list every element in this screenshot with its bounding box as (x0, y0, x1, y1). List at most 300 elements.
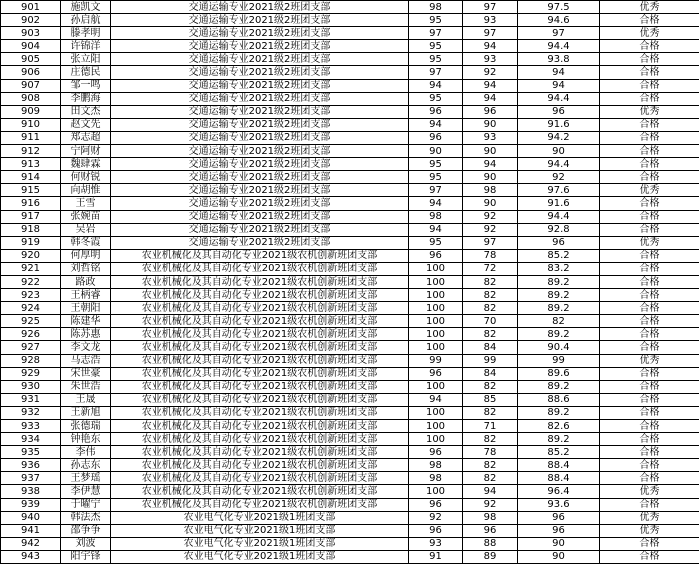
table-row (1, 485, 699, 498)
grade-cell: 优秀 (600, 184, 699, 197)
branch-cell: 交通运输专业2021级2班团支部 (111, 118, 409, 131)
branch-cell: 农业机械化及其自动化专业2021级农机创新班团支部 (111, 328, 409, 341)
score2-cell: 94 (463, 40, 518, 53)
score1-cell: 100 (409, 406, 463, 419)
table-row (1, 446, 699, 459)
score1-cell: 100 (409, 289, 463, 302)
branch-cell: 交通运输专业2021级2班团支部 (111, 53, 409, 66)
score2-cell: 92 (463, 498, 518, 511)
score1-cell: 100 (409, 328, 463, 341)
grade-cell: 合格 (600, 118, 699, 131)
branch-cell: 农业电气化专业2021级1班团支部 (111, 550, 409, 563)
row-number-cell: 921 (1, 262, 61, 275)
grade-cell: 优秀 (600, 524, 699, 537)
score2-cell: 93 (463, 14, 518, 27)
score1-cell: 100 (409, 315, 463, 328)
table-row (1, 367, 699, 380)
name-cell: 钟艳东 (61, 433, 111, 446)
branch-cell: 农业机械化及其自动化专业2021级农机创新班团支部 (111, 459, 409, 472)
table-row (1, 118, 699, 131)
branch-cell: 交通运输专业2021级2班团支部 (111, 92, 409, 105)
row-number-cell: 906 (1, 66, 61, 79)
score1-cell: 93 (409, 537, 463, 550)
score1-cell: 95 (409, 53, 463, 66)
score2-cell: 97 (463, 27, 518, 40)
table-body (1, 1, 699, 564)
name-cell: 韩冬霞 (61, 236, 111, 249)
grade-cell: 合格 (600, 171, 699, 184)
score2-cell: 98 (463, 511, 518, 524)
average-cell: 91.6 (518, 118, 600, 131)
name-cell: 向胡惟 (61, 184, 111, 197)
score2-cell: 94 (463, 485, 518, 498)
score1-cell: 100 (409, 302, 463, 315)
score1-cell: 98 (409, 1, 463, 14)
score2-cell: 85 (463, 393, 518, 406)
table-row (1, 131, 699, 144)
table-row (1, 223, 699, 236)
table-row (1, 354, 699, 367)
score1-cell: 100 (409, 420, 463, 433)
grade-cell: 合格 (600, 537, 699, 550)
score1-cell: 97 (409, 66, 463, 79)
name-cell: 陈苏惠 (61, 328, 111, 341)
table-row (1, 105, 699, 118)
table-row (1, 40, 699, 53)
row-number-cell: 913 (1, 158, 61, 171)
branch-cell: 交通运输专业2021级2班团支部 (111, 184, 409, 197)
branch-cell: 农业电气化专业2021级1班团支部 (111, 524, 409, 537)
score1-cell: 96 (409, 131, 463, 144)
average-cell: 94 (518, 79, 600, 92)
table-row (1, 275, 699, 288)
branch-cell: 农业机械化及其自动化专业2021级农机创新班团支部 (111, 485, 409, 498)
grade-cell: 合格 (600, 53, 699, 66)
branch-cell: 交通运输专业2021级2班团支部 (111, 79, 409, 92)
row-number-cell: 918 (1, 223, 61, 236)
grade-cell: 合格 (600, 406, 699, 419)
score2-cell: 97 (463, 236, 518, 249)
score1-cell: 94 (409, 79, 463, 92)
score2-cell: 88 (463, 537, 518, 550)
score2-cell: 92 (463, 66, 518, 79)
grade-cell: 合格 (600, 79, 699, 92)
score1-cell: 94 (409, 118, 463, 131)
branch-cell: 交通运输专业2021级2班团支部 (111, 236, 409, 249)
branch-cell: 交通运输专业2021级2班团支部 (111, 27, 409, 40)
name-cell: 朱世浩 (61, 380, 111, 393)
average-cell: 88.4 (518, 459, 600, 472)
branch-cell: 农业机械化及其自动化专业2021级农机创新班团支部 (111, 406, 409, 419)
average-cell: 92 (518, 171, 600, 184)
average-cell: 89.2 (518, 275, 600, 288)
table-row (1, 145, 699, 158)
score2-cell: 82 (463, 380, 518, 393)
row-number-cell: 933 (1, 420, 61, 433)
average-cell: 94 (518, 66, 600, 79)
table-row (1, 472, 699, 485)
branch-cell: 农业机械化及其自动化专业2021级农机创新班团支部 (111, 393, 409, 406)
row-number-cell: 940 (1, 511, 61, 524)
score2-cell: 98 (463, 184, 518, 197)
row-number-cell: 912 (1, 145, 61, 158)
grade-cell: 合格 (600, 302, 699, 315)
row-number-cell: 931 (1, 393, 61, 406)
row-number-cell: 925 (1, 315, 61, 328)
name-cell: 马志浩 (61, 354, 111, 367)
row-number-cell: 919 (1, 236, 61, 249)
table-row (1, 498, 699, 511)
name-cell: 邵争争 (61, 524, 111, 537)
name-cell: 王梦瑶 (61, 472, 111, 485)
row-number-cell: 907 (1, 79, 61, 92)
row-number-cell: 923 (1, 289, 61, 302)
score1-cell: 98 (409, 210, 463, 223)
score1-cell: 92 (409, 511, 463, 524)
name-cell: 孙启航 (61, 14, 111, 27)
score2-cell: 90 (463, 197, 518, 210)
score2-cell: 94 (463, 92, 518, 105)
name-cell: 张婉苗 (61, 210, 111, 223)
table-row (1, 1, 699, 14)
score2-cell: 96 (463, 524, 518, 537)
grade-cell: 优秀 (600, 354, 699, 367)
average-cell: 90 (518, 145, 600, 158)
score1-cell: 95 (409, 92, 463, 105)
average-cell: 96 (518, 236, 600, 249)
row-number-cell: 902 (1, 14, 61, 27)
branch-cell: 农业机械化及其自动化专业2021级农机创新班团支部 (111, 302, 409, 315)
score1-cell: 100 (409, 275, 463, 288)
average-cell: 96 (518, 105, 600, 118)
branch-cell: 农业机械化及其自动化专业2021级农机创新班团支部 (111, 262, 409, 275)
grade-cell: 合格 (600, 380, 699, 393)
score2-cell: 78 (463, 249, 518, 262)
score1-cell: 96 (409, 367, 463, 380)
grade-cell: 合格 (600, 40, 699, 53)
row-number-cell: 908 (1, 92, 61, 105)
name-cell: 宁阿财 (61, 145, 111, 158)
grade-cell: 合格 (600, 145, 699, 158)
row-number-cell: 901 (1, 1, 61, 14)
table-row (1, 171, 699, 184)
score1-cell: 95 (409, 236, 463, 249)
grade-cell: 合格 (600, 14, 699, 27)
grade-cell: 优秀 (600, 27, 699, 40)
row-number-cell: 943 (1, 550, 61, 563)
name-cell: 王朝阳 (61, 302, 111, 315)
name-cell: 路政 (61, 275, 111, 288)
score2-cell: 70 (463, 315, 518, 328)
average-cell: 97.5 (518, 1, 600, 14)
score2-cell: 92 (463, 210, 518, 223)
branch-cell: 交通运输专业2021级2班团支部 (111, 1, 409, 14)
row-number-cell: 936 (1, 459, 61, 472)
average-cell: 94.4 (518, 40, 600, 53)
score1-cell: 100 (409, 433, 463, 446)
average-cell: 89.2 (518, 380, 600, 393)
row-number-cell: 937 (1, 472, 61, 485)
name-cell: 刘哲铭 (61, 262, 111, 275)
grade-cell: 合格 (600, 328, 699, 341)
table-row (1, 420, 699, 433)
average-cell: 82.6 (518, 420, 600, 433)
branch-cell: 交通运输专业2021级2班团支部 (111, 171, 409, 184)
branch-cell: 农业机械化及其自动化专业2021级农机创新班团支部 (111, 446, 409, 459)
average-cell: 92.8 (518, 223, 600, 236)
score1-cell: 96 (409, 446, 463, 459)
score1-cell: 96 (409, 105, 463, 118)
row-number-cell: 932 (1, 406, 61, 419)
table-row (1, 328, 699, 341)
branch-cell: 农业机械化及其自动化专业2021级农机创新班团支部 (111, 472, 409, 485)
grade-cell: 优秀 (600, 1, 699, 14)
average-cell: 99 (518, 354, 600, 367)
score2-cell: 82 (463, 328, 518, 341)
table-row (1, 289, 699, 302)
average-cell: 96 (518, 524, 600, 537)
branch-cell: 农业机械化及其自动化专业2021级农机创新班团支部 (111, 433, 409, 446)
branch-cell: 农业机械化及其自动化专业2021级农机创新班团支部 (111, 380, 409, 393)
table-row (1, 524, 699, 537)
average-cell: 82 (518, 315, 600, 328)
score1-cell: 94 (409, 223, 463, 236)
score1-cell: 94 (409, 393, 463, 406)
score1-cell: 97 (409, 184, 463, 197)
grade-cell: 合格 (600, 459, 699, 472)
score2-cell: 90 (463, 171, 518, 184)
grade-cell: 合格 (600, 341, 699, 354)
grade-cell: 合格 (600, 315, 699, 328)
score2-cell: 71 (463, 420, 518, 433)
average-cell: 90.4 (518, 341, 600, 354)
branch-cell: 交通运输专业2021级2班团支部 (111, 210, 409, 223)
average-cell: 89.2 (518, 406, 600, 419)
branch-cell: 农业机械化及其自动化专业2021级农机创新班团支部 (111, 498, 409, 511)
score2-cell: 99 (463, 354, 518, 367)
table-row (1, 158, 699, 171)
average-cell: 89.2 (518, 328, 600, 341)
table-row (1, 315, 699, 328)
score1-cell: 96 (409, 498, 463, 511)
name-cell: 施凯文 (61, 1, 111, 14)
score2-cell: 94 (463, 79, 518, 92)
score2-cell: 82 (463, 472, 518, 485)
score2-cell: 94 (463, 158, 518, 171)
branch-cell: 交通运输专业2021级2班团支部 (111, 66, 409, 79)
row-number-cell: 935 (1, 446, 61, 459)
score1-cell: 90 (409, 145, 463, 158)
row-number-cell: 915 (1, 184, 61, 197)
score1-cell: 96 (409, 249, 463, 262)
name-cell: 于曜宁 (61, 498, 111, 511)
row-number-cell: 911 (1, 131, 61, 144)
row-number-cell: 924 (1, 302, 61, 315)
score2-cell: 93 (463, 53, 518, 66)
grade-cell: 合格 (600, 66, 699, 79)
average-cell: 96 (518, 511, 600, 524)
row-number-cell: 930 (1, 380, 61, 393)
grade-cell: 合格 (600, 289, 699, 302)
table-row (1, 92, 699, 105)
grade-cell: 合格 (600, 446, 699, 459)
row-number-cell: 928 (1, 354, 61, 367)
name-cell: 滕孝明 (61, 27, 111, 40)
score2-cell: 72 (463, 262, 518, 275)
row-number-cell: 941 (1, 524, 61, 537)
row-number-cell: 927 (1, 341, 61, 354)
score1-cell: 96 (409, 524, 463, 537)
average-cell: 93.8 (518, 53, 600, 66)
branch-cell: 交通运输专业2021级2班团支部 (111, 223, 409, 236)
table-row (1, 511, 699, 524)
name-cell: 孙志东 (61, 459, 111, 472)
score1-cell: 95 (409, 40, 463, 53)
table-row (1, 14, 699, 27)
grade-cell: 合格 (600, 92, 699, 105)
row-number-cell: 929 (1, 367, 61, 380)
branch-cell: 农业电气化专业2021级1班团支部 (111, 511, 409, 524)
name-cell: 何厚明 (61, 249, 111, 262)
table-row (1, 197, 699, 210)
name-cell: 阳宇锋 (61, 550, 111, 563)
table-row (1, 550, 699, 563)
row-number-cell: 903 (1, 27, 61, 40)
score1-cell: 94 (409, 197, 463, 210)
average-cell: 90 (518, 537, 600, 550)
grade-cell: 合格 (600, 262, 699, 275)
table-row (1, 79, 699, 92)
branch-cell: 交通运输专业2021级2班团支部 (111, 197, 409, 210)
table-row (1, 210, 699, 223)
average-cell: 97 (518, 27, 600, 40)
row-number-cell: 910 (1, 118, 61, 131)
average-cell: 96.4 (518, 485, 600, 498)
name-cell: 赵文先 (61, 118, 111, 131)
table-row (1, 380, 699, 393)
branch-cell: 农业机械化及其自动化专业2021级农机创新班团支部 (111, 367, 409, 380)
average-cell: 94.4 (518, 158, 600, 171)
name-cell: 田文杰 (61, 105, 111, 118)
score2-cell: 82 (463, 433, 518, 446)
score2-cell: 84 (463, 367, 518, 380)
row-number-cell: 905 (1, 53, 61, 66)
name-cell: 李鹏海 (61, 92, 111, 105)
table-row (1, 262, 699, 275)
score2-cell: 93 (463, 131, 518, 144)
score1-cell: 97 (409, 27, 463, 40)
branch-cell: 农业机械化及其自动化专业2021级农机创新班团支部 (111, 420, 409, 433)
score2-cell: 82 (463, 459, 518, 472)
average-cell: 88.6 (518, 393, 600, 406)
score2-cell: 97 (463, 1, 518, 14)
row-number-cell: 904 (1, 40, 61, 53)
average-cell: 94.4 (518, 92, 600, 105)
average-cell: 94.4 (518, 210, 600, 223)
name-cell: 何财锐 (61, 171, 111, 184)
name-cell: 王柄睿 (61, 289, 111, 302)
grade-cell: 合格 (600, 131, 699, 144)
branch-cell: 农业机械化及其自动化专业2021级农机创新班团支部 (111, 341, 409, 354)
score1-cell: 95 (409, 14, 463, 27)
row-number-cell: 938 (1, 485, 61, 498)
name-cell: 王雪 (61, 197, 111, 210)
row-number-cell: 916 (1, 197, 61, 210)
name-cell: 刘波 (61, 537, 111, 550)
grade-cell: 合格 (600, 223, 699, 236)
grade-cell: 合格 (600, 472, 699, 485)
grade-cell: 合格 (600, 210, 699, 223)
row-number-cell: 909 (1, 105, 61, 118)
grade-cell: 优秀 (600, 105, 699, 118)
average-cell: 97.6 (518, 184, 600, 197)
name-cell: 魏肆霖 (61, 158, 111, 171)
score2-cell: 82 (463, 302, 518, 315)
name-cell: 张立阳 (61, 53, 111, 66)
name-cell: 李伊慧 (61, 485, 111, 498)
row-number-cell: 939 (1, 498, 61, 511)
branch-cell: 交通运输专业2021级2班团支部 (111, 145, 409, 158)
score2-cell: 92 (463, 223, 518, 236)
score1-cell: 100 (409, 485, 463, 498)
branch-cell: 农业机械化及其自动化专业2021级农机创新班团支部 (111, 249, 409, 262)
name-cell: 韩法杰 (61, 511, 111, 524)
name-cell: 王晟 (61, 393, 111, 406)
score1-cell: 95 (409, 171, 463, 184)
row-number-cell: 934 (1, 433, 61, 446)
row-number-cell: 917 (1, 210, 61, 223)
score1-cell: 98 (409, 472, 463, 485)
score2-cell: 82 (463, 275, 518, 288)
average-cell: 93.6 (518, 498, 600, 511)
branch-cell: 农业机械化及其自动化专业2021级农机创新班团支部 (111, 275, 409, 288)
grade-cell: 合格 (600, 275, 699, 288)
score2-cell: 89 (463, 550, 518, 563)
table-row (1, 249, 699, 262)
name-cell: 李文龙 (61, 341, 111, 354)
average-cell: 90 (518, 550, 600, 563)
name-cell: 陈建华 (61, 315, 111, 328)
score1-cell: 100 (409, 262, 463, 275)
name-cell: 邹一鸣 (61, 79, 111, 92)
average-cell: 89.2 (518, 433, 600, 446)
table-row (1, 236, 699, 249)
average-cell: 94.6 (518, 14, 600, 27)
table-row (1, 53, 699, 66)
row-number-cell: 926 (1, 328, 61, 341)
average-cell: 89.2 (518, 289, 600, 302)
average-cell: 94.2 (518, 131, 600, 144)
branch-cell: 农业机械化及其自动化专业2021级农机创新班团支部 (111, 354, 409, 367)
table-row (1, 406, 699, 419)
grade-cell: 合格 (600, 420, 699, 433)
score2-cell: 90 (463, 145, 518, 158)
grade-cell: 合格 (600, 367, 699, 380)
name-cell: 李伟 (61, 446, 111, 459)
branch-cell: 农业机械化及其自动化专业2021级农机创新班团支部 (111, 315, 409, 328)
branch-cell: 农业机械化及其自动化专业2021级农机创新班团支部 (111, 289, 409, 302)
branch-cell: 交通运输专业2021级2班团支部 (111, 158, 409, 171)
grade-cell: 合格 (600, 433, 699, 446)
grade-cell: 优秀 (600, 485, 699, 498)
name-cell: 庄德民 (61, 66, 111, 79)
grade-cell: 优秀 (600, 236, 699, 249)
table-row (1, 27, 699, 40)
grade-cell: 合格 (600, 550, 699, 563)
branch-cell: 农业电气化专业2021级1班团支部 (111, 537, 409, 550)
score1-cell: 95 (409, 158, 463, 171)
table-row (1, 459, 699, 472)
